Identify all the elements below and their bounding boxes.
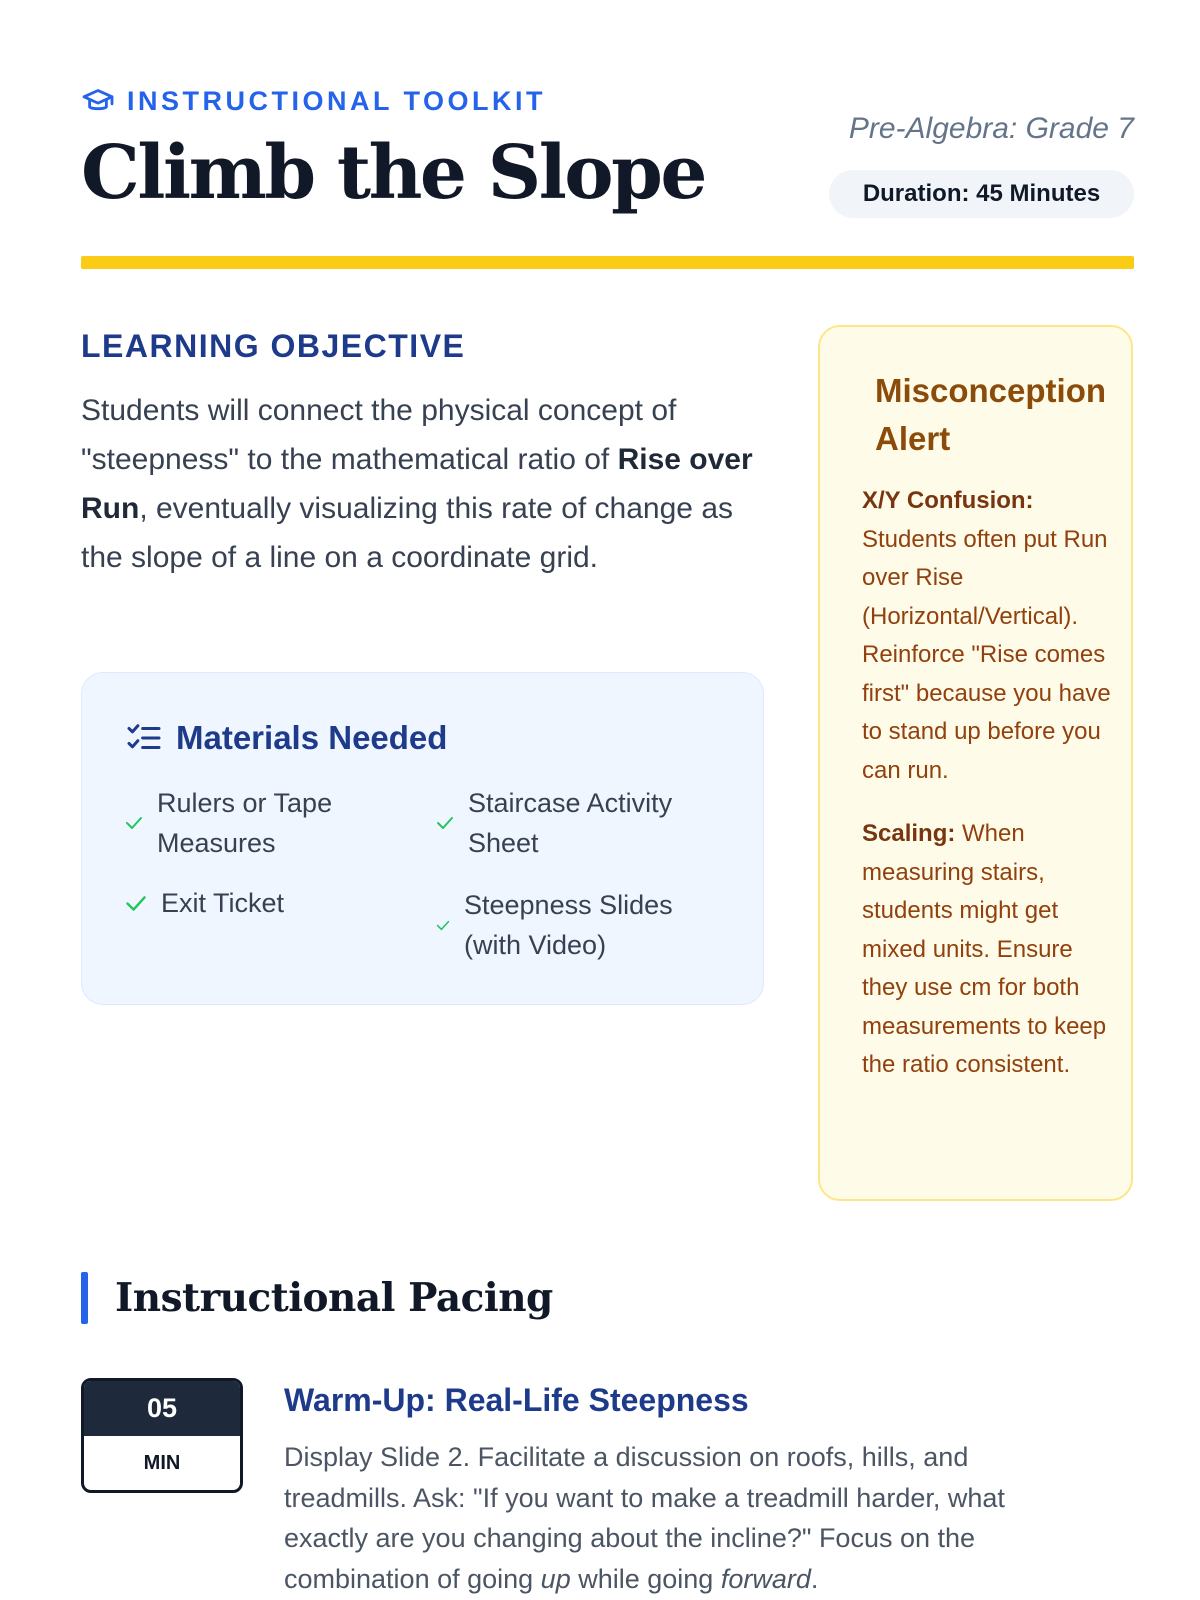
checklist-icon [126, 723, 162, 753]
activity-desc-part: while going [570, 1563, 721, 1594]
activity-title: Warm-Up: Real-Life Steepness [284, 1382, 749, 1418]
alert-item-xy [862, 482, 1112, 790]
graduation-cap-icon [81, 87, 115, 115]
alert-item-label: Scaling: [862, 820, 956, 847]
time-unit: MIN [143, 1451, 181, 1474]
materials-card [81, 672, 764, 1005]
material-label: Exit Ticket [161, 888, 285, 918]
time-box [81, 1378, 243, 1493]
alert-item-text: Students often put Run over Rise (Horizontal/Vertical). Reinforce "Rise comes first" because you have to stand up before you can run. [862, 525, 1111, 784]
course-subject: Pre-Algebra: Grade 7 [848, 112, 1134, 145]
activity-desc-emphasis: forward [720, 1563, 811, 1594]
header-divider [81, 256, 1134, 269]
alert-item-label: X/Y Confusion: [862, 487, 1034, 514]
activity-desc-part: . [810, 1563, 819, 1594]
duration-badge: Duration: 45 Minutes [829, 170, 1134, 218]
material-item [436, 885, 706, 965]
activity-desc-emphasis: up [540, 1563, 571, 1594]
toolkit-label: INSTRUCTIONAL TOOLKIT [127, 85, 546, 116]
objective-text [81, 386, 761, 582]
alert-item-scaling [862, 815, 1112, 1085]
alert-title: Misconception Alert [875, 372, 1107, 457]
material-item [125, 883, 395, 923]
materials-header [126, 719, 447, 757]
materials-title: Materials Needed [176, 719, 448, 756]
objective-text-part-2: , eventually visualizing this rate of change as the slope of a line on a coordinate grid. [81, 492, 733, 574]
activity-desc-part: Display Slide 2. Facilitate a discussion on roofs, hills, and treadmills. Ask: "If you want to make a treadmill harder, what exactly are you changing about the incline?" Focus on the combination of going [284, 1442, 1005, 1594]
misconception-alert [818, 325, 1133, 1201]
material-label: Steepness Slides (with Video) [464, 890, 673, 960]
pacing-title: Instructional Pacing [115, 1275, 553, 1321]
time-minutes: 05 [84, 1381, 240, 1436]
material-item [436, 783, 706, 863]
page-header [81, 84, 1134, 274]
pacing-heading [81, 1272, 553, 1324]
alert-body [862, 482, 1112, 1085]
material-label: Staircase Activity Sheet [468, 788, 673, 858]
alert-item-text: When measuring stairs, students might get mixed units. Ensure they use cm for both measurements to keep the ratio consistent. [862, 820, 1107, 1078]
activity-description [284, 1437, 1084, 1599]
check-icon [125, 816, 143, 830]
check-icon [125, 895, 147, 912]
page-title: Climb the Slope [81, 130, 705, 216]
objective-text-bold: Rise over Run [81, 443, 753, 525]
material-item [125, 783, 395, 863]
objective-text-part-1: Students will connect the physical concept of "steepness" to the mathematical ratio of [81, 394, 677, 476]
check-icon [436, 816, 454, 830]
pacing-accent-bar [81, 1272, 88, 1324]
objective-heading: LEARNING OBJECTIVE [81, 328, 466, 364]
check-icon [436, 920, 450, 931]
material-label: Rulers or Tape Measures [157, 788, 333, 858]
